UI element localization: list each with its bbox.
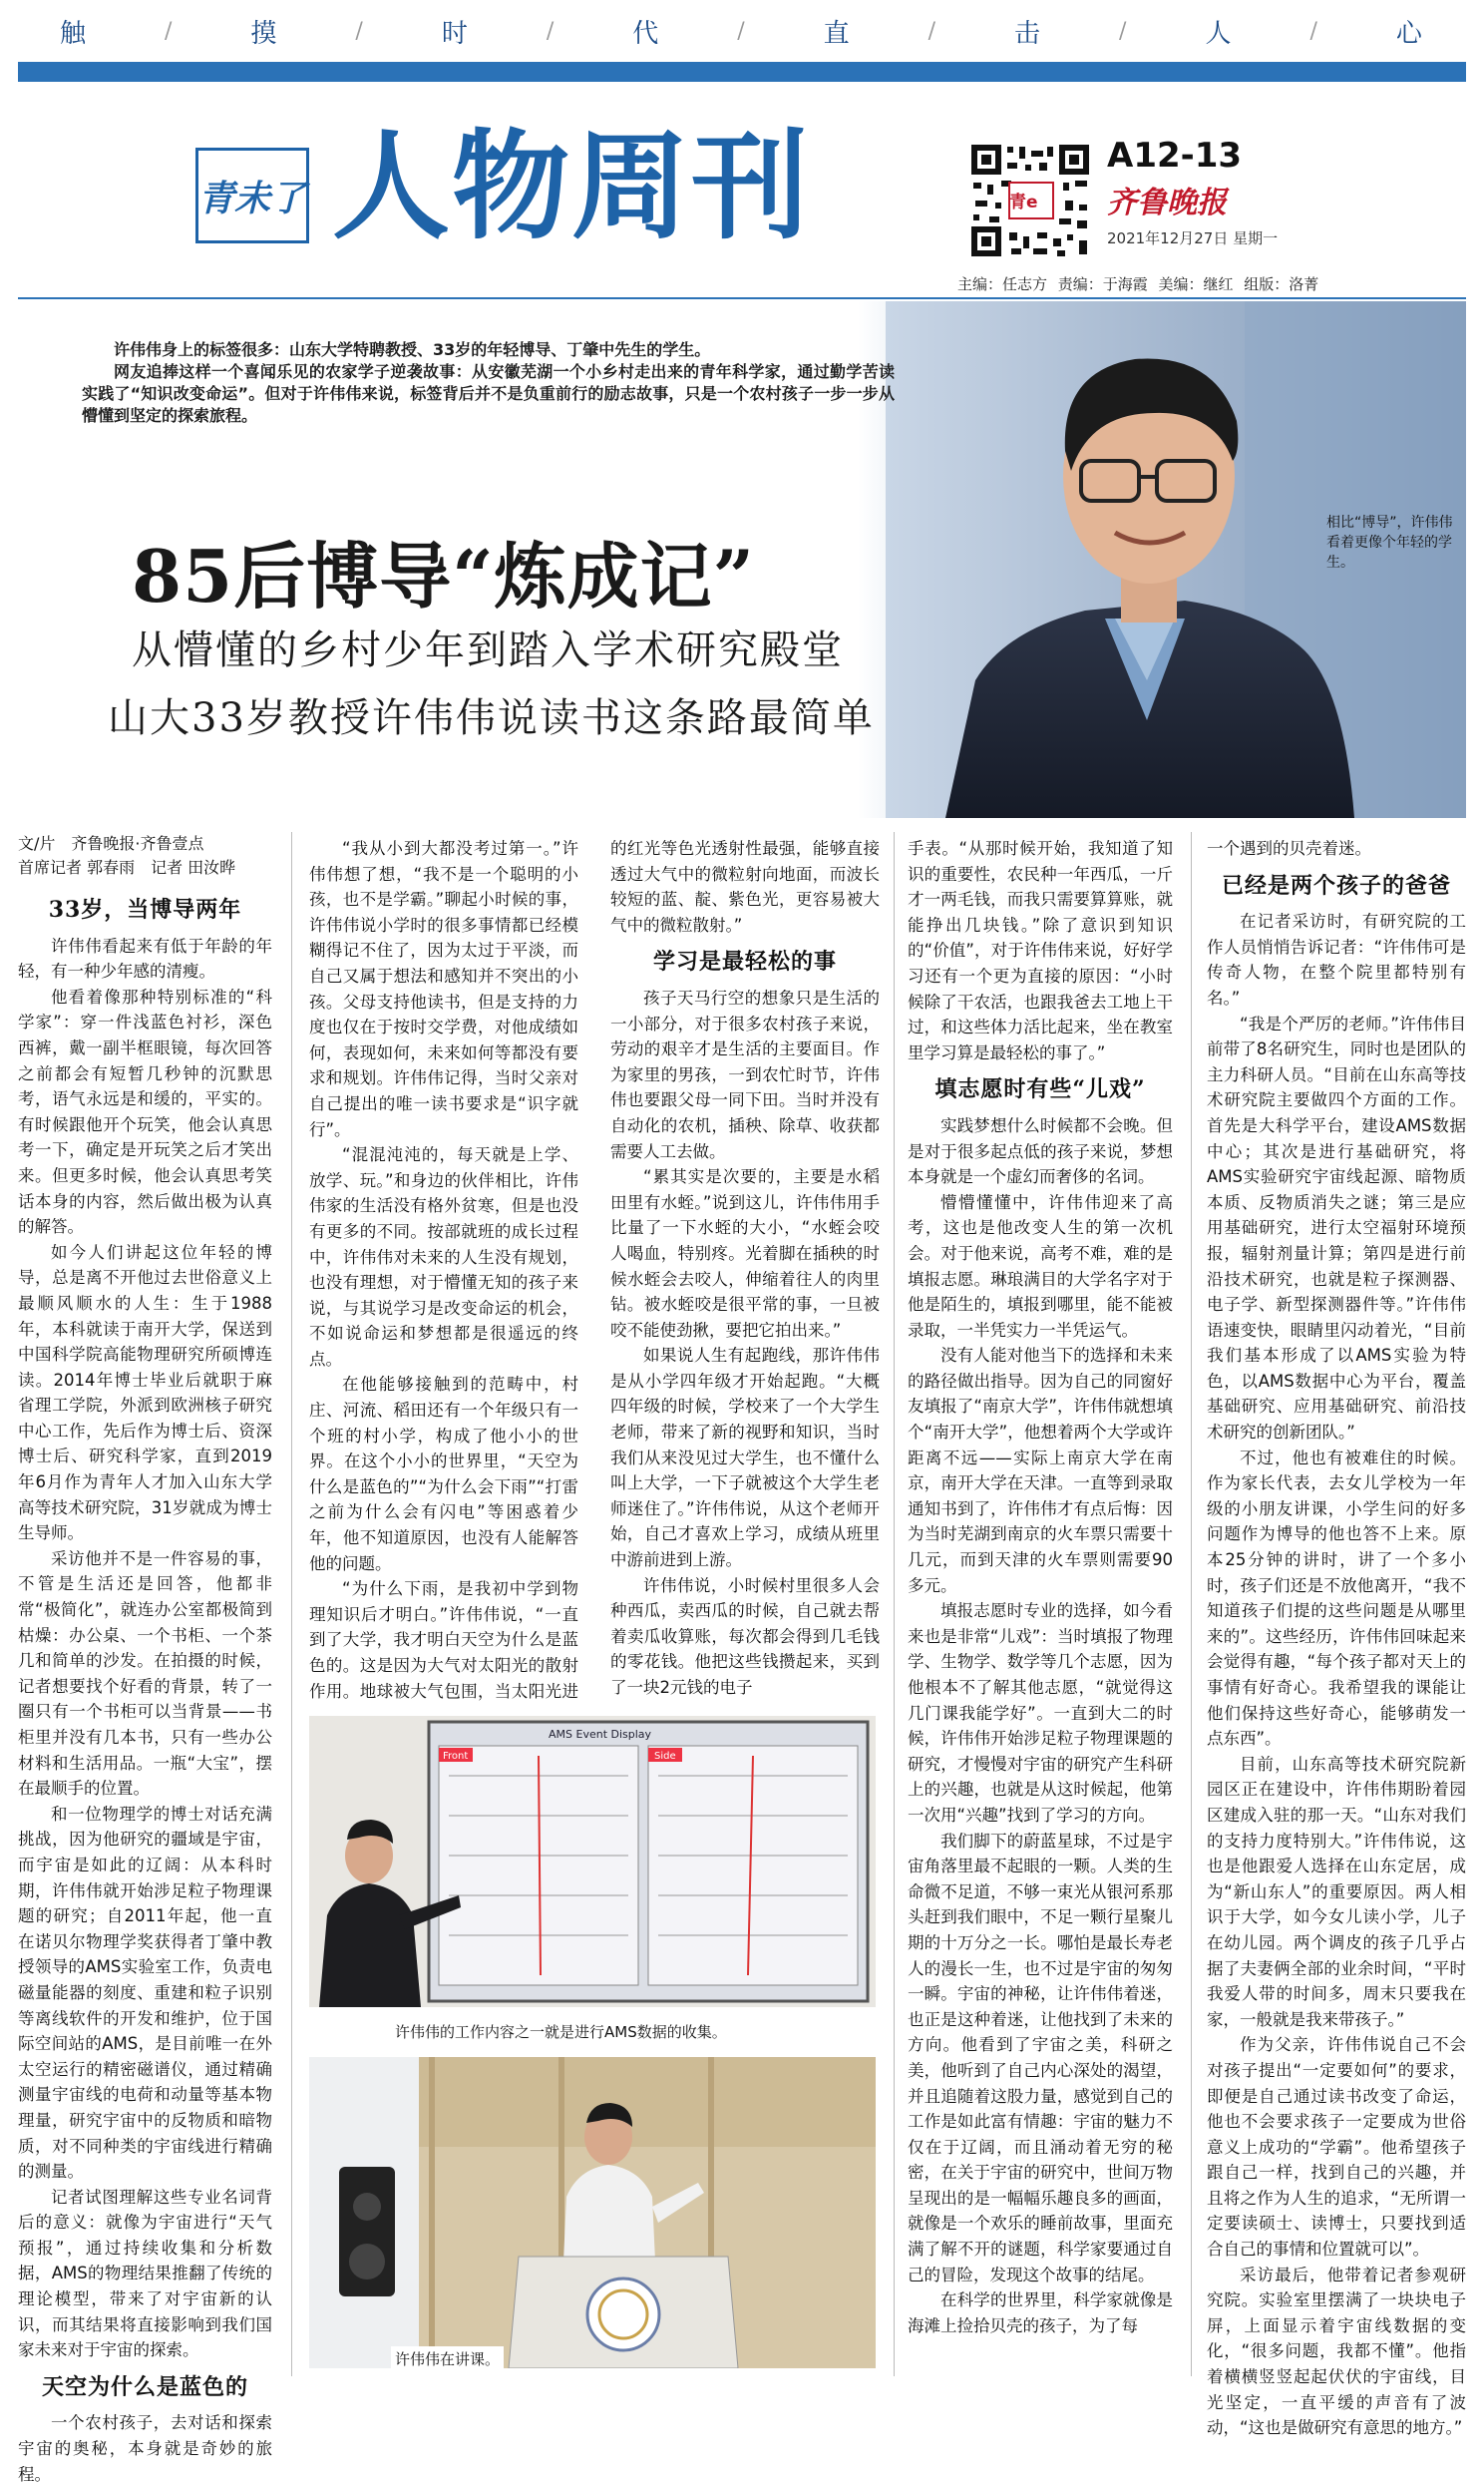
column-divider: [291, 832, 292, 2376]
article-column-5: [1207, 836, 1466, 2441]
paragraph: “我从小到大都没考过第一。”许伟伟想了想，“我不是一个聪明的小孩，也不是学霸。”聊起小时候的事，许伟伟说小学时的很多事情都已经模糊得记不住了，因为太过于平淡，而自己又属于想法和感知并不突出的小孩。父母支持他读书，但是支持的力度也仅在于按时交学费，对他成绩如何，表现如何，未来如何等都没有要求和规划。许伟伟记得，当时父亲对自己提出的唯一读书要求是“识字就行”。: [309, 839, 578, 1139]
byline: [18, 832, 272, 880]
paragraph: 孩子天马行空的想象只是生活的一小部分，对于很多农村孩子来说，劳动的艰辛才是生活的主要面目。作为家里的男孩，一到农忙时节，许伟伟也要跟父母一同下田。当时并没有自动化的农机，插秧、除草、收获都需要人工去做。: [610, 988, 880, 1161]
paragraph: “我是个严厉的老师。”许伟伟目前带了8名研究生，同时也是团队的主力科研人员。“目前在山东高等技术研究院主要做四个方面的工作。首先是大科学平台，建设AMS数据中心；其次是进行基础研究，将AMS实验研究宇宙线起源、暗物质本质、反物质消失之谜；第三是应用基础研究，进行太空福射环境预报，辐射剂量计算；第四是进行前沿技术研究，也就是粒子探测器、电子学、新型探测器件等。”许伟伟语速变快，眼睛里闪动着光，“目前我们基本形成了以AMS实验为特色，以AMS数据中心为平台，覆盖基础研究、应用基础研究、前沿技术研究的创新团队。”: [1207, 1014, 1466, 1443]
slogan-char: 心: [1395, 18, 1424, 49]
panel-front-label: Front: [443, 1751, 469, 1762]
paragraph: 他看着像那种特别标准的“科学家”：穿一件浅蓝色衬衫，深色西裤，戴一副半框眼镜，每次回答之前都会有短暂几秒钟的沉默思考，语气永远是和缓的，平实的。有时候跟他开个玩笑，他会认真思考一下，确定是开玩笑之后才笑出来。但更多时候，他会认真思考笑话本身的内容，然后做出极为认真的解答。: [18, 987, 272, 1237]
article-intro: [82, 339, 895, 427]
slogan-char: 直: [823, 18, 852, 49]
slogan-separator: /: [928, 18, 938, 44]
paragraph: “累其实是次要的，主要是水稻田里有水蛭。”说到这儿，许伟伟用手比量了一下水蛭的大小，“水蛭会咬人喝血，特别疼。光着脚在插秧的时候水蛭会去咬人，伸缩着往人的肉里钻。被水蛭咬是很平常的事，一旦被咬不能使劲揪，要把它拍出来。”: [610, 1167, 880, 1340]
newspaper-name: 齐鲁晚报: [1107, 186, 1227, 220]
paragraph: 手表。“从那时候开始，我知道了知识的重要性，农民种一年西瓜，一斤才一两毛钱，而我只需要算算账，就能挣出几块钱。”除了意识到知识的“价值”，对于许伟伟来说，好好学习还有一个更为直接的原因：“小时候除了干农活，也跟我爸去工地上干过，和这些体力活比起来，坐在教室里学习算是最轻松的事了。”: [908, 839, 1173, 1062]
top-color-bar: [18, 62, 1466, 82]
paragraph: 在科学的世界里，科学家就像是海滩上捡拾贝壳的孩子，为了每: [908, 2290, 1173, 2335]
panel-side-label: Side: [654, 1751, 676, 1762]
paragraph: 如果说人生有起跑线，那许伟伟是从小学四年级才开始起跑。“大概四年级的时候，学校来了一个大学生老师，带来了新的视野和知识，当时我们从来没见过大学生，也不懂什么叫上大学，一下子就被这个大学生老师迷住了。”许伟伟说，从这个老师开始，自己才喜欢上学习，成绩从班里中游前进到上游。: [610, 1346, 880, 1570]
photo-ams-data: [309, 1716, 876, 2007]
article-column-3: [610, 836, 880, 1701]
editor-credits: 主编：任志方 责编：于海霞 美编：继红 组版：洛菁: [957, 275, 1319, 293]
section-heading: 学习是最轻松的事: [652, 949, 837, 976]
article-column-4: [908, 836, 1173, 2338]
paragraph: 填报志愿时专业的选择，如今看来也是非常“儿戏”：当时填报了物理学、生物学、数学等几个志愿，因为他根本不了解其他志愿，“就觉得这几门课我能学好”。一直到大二的时候，许伟伟开始涉足粒子物理课题的研究，才慢慢对宇宙的研究产生科研上的兴趣，也就是从这时候起，他第一次用“兴趣”找到了学习的方向。: [908, 1601, 1173, 1825]
paragraph: 不过，他也有被难住的时候。作为家长代表，去女儿学校为一年级的小朋友讲课，小学生问的好多问题作为博导的他也答不上来。原本25分钟的讲时，讲了一个多小时，孩子们还是不放他离开，“我不知道孩子们提的这些问题是从哪里来的”。这些经历，许伟伟回味起来会觉得有趣，“每个孩子都对天上的事情有好奇心。我希望我的课能让他们保持这些好奇心，能够萌发一点东西”。: [1207, 1448, 1466, 1749]
article-subtitle: 山大33岁教授许伟伟说读书这条路最简单: [108, 695, 875, 741]
slogan-char: 时: [441, 18, 470, 49]
page-number: A12-13: [1107, 136, 1243, 176]
screen-title: AMS Event Display: [549, 1728, 652, 1741]
photo-caption: 许伟伟的工作内容之一就是进行AMS数据的收集。: [391, 2019, 731, 2044]
slogan-char: 击: [1014, 18, 1043, 49]
paragraph: 记者试图理解这些专业名词背后的意义：就像为宇宙进行“天气预报”，通过持续收集和分析数据，AMS的物理结果推翻了传统的理论模型，带来了对宇宙新的认识，而其结果将直接影响到我们国家未来对于宇宙的探索。: [18, 2187, 272, 2360]
byline-line: 首席记者 郭春雨 记者 田汝晔: [18, 858, 236, 877]
masthead-title: 人物周刊: [332, 118, 812, 255]
paragraph: “混混沌沌的，每天就是上学、放学、玩。”和身边的伙伴相比，许伟伟家的生活没有格外贫寒，但是也没有更多的不同。按部就班的成长过程中，许伟伟对未来的人生没有规划，也没有理想，对于懵懂无知的孩子来说，与其说学习是改变命运的机会，不如说命运和梦想都是很遥远的终点。: [309, 1145, 578, 1369]
paragraph: 如今人们讲起这位年轻的博导，总是离不开他过去世俗意义上最顺风顺水的人生：生于1988年，本科就读于南开大学，保送到中国科学院高能物理研究所硕博连读。2014年博士毕业后就职于麻省理工学院，外派到欧洲核子研究中心工作，先后作为博士后、资深博士后、研究科学家，直到2019年6月作为青年人才加入山东大学高等技术研究院，31岁就成为博士生导师。: [18, 1242, 272, 1543]
section-heading: 天空为什么是蓝色的: [41, 2373, 248, 2400]
paragraph: 没有人能对他当下的选择和未来的路径做出指导。因为自己的同窗好友填报了“南京大学”，许伟伟就想填个“南开大学”，他想着两个大学或许距离不远——实际上南京大学在南京，南开大学在天津。一直等到录取通知书到了，许伟伟才有点后悔：因为当时芜湖到南京的火车票只需要十几元，而到天津的火车票则需要90多元。: [908, 1346, 1173, 1595]
paragraph: 目前，山东高等技术研究院新园区正在建设中，许伟伟期盼着园区建成入驻的那一天。“山东对我们的支持力度特别大。”许伟伟说，这也是他跟爱人选择在山东定居，成为“新山东人”的重要原因。两人相识于大学，如今女儿读小学，儿子在幼儿园。两个调皮的孩子几乎占据了夫妻俩全部的业余时间，“平时我爱人带的时间多，周末只要我在家，一般就是我来带孩子。”: [1207, 1754, 1466, 2029]
article-column-1: [18, 886, 272, 2487]
slogan-char: 触: [60, 18, 89, 49]
photo-lecture: [309, 2057, 876, 2368]
qr-label: 青e: [1009, 193, 1038, 212]
paragraph: 许伟伟看起来有低于年龄的年轻，有一种少年感的清瘦。: [18, 936, 272, 982]
paragraph: 实践梦想什么时候都不会晚。但是对于很多起点低的孩子来说，梦想本身就是一个虚幻而奢侈的名词。: [908, 1115, 1173, 1187]
paragraph: 作为父亲，许伟伟说自己不会对孩子提出“一定要如何”的要求，即便是自己通过读书改变了命运，他也不会要求孩子一定要成为世俗意义上成功的“学霸”。他希望孩子跟自己一样，找到自己的兴趣，并且将之作为人生的追求，“无所谓一定要读硕士、读博士，只要找到适合自己的事情和位置就可以”。: [1207, 2035, 1466, 2260]
paragraph: 一个遇到的贝壳着迷。: [1207, 839, 1371, 858]
paragraph: 的红光等色光透射性最强，能够直接透过大气中的微粒射向地面，而波长较短的蓝、靛、紫色光，更容易被大气中的微粒散射。”: [610, 839, 880, 935]
paragraph: 一个农村孩子，去对话和探索宇宙的奥秘，本身就是奇妙的旅程。: [18, 2413, 272, 2484]
paragraph: 在记者采访时，有研究院的工作人员悄悄告诉记者：“许伟伟可是传奇人物，在整个院里都特别有名。”: [1207, 912, 1466, 1008]
slogan-separator: /: [165, 18, 175, 44]
slogan-separator: /: [355, 18, 365, 44]
intro-paragraph: 网友追捧这样一个喜闻乐见的农家学子逆袭故事：从安徽芜湖一个小乡村走出来的青年科学家，通过勤学苦读实践了“知识改变命运”。但对于许伟伟来说，标签背后并不是负重前行的励志故事，只是一个农村孩子一步一步从懵懂到坚定的探索旅程。: [82, 362, 895, 425]
section-heading: 33岁，当博导两年: [48, 897, 242, 923]
slogan-separator: /: [546, 18, 556, 44]
paragraph: 采访他并不是一件容易的事，不管是生活还是回答，他都非常“极简化”，就连办公室都极简到枯燥：办公桌、一个书柜、一个茶几和简单的沙发。在拍摄的时候，记者想要找个好看的背景，转了一圈只有一个书柜可以当背景——书柜里并没有几本书，只有一些办公材料和生活用品。一瓶“大宝”，摆在最顺手的位置。: [18, 1548, 272, 1799]
paragraph: 采访最后，他带着记者参观研究院。实验室里摆满了一块块电子屏，上面显示着宇宙线数据的变化，“很多问题，我都不懂”。他指着横横竖竖起起伏伏的宇宙线，目光坚定，一直平缓的声音有了波动，“这也是做研究有意思的地方。”: [1207, 2265, 1466, 2438]
paragraph: 我们脚下的蔚蓝星球，不过是宇宙角落里最不起眼的一颗。人类的生命微不足道，不够一束光从银河系那头赶到我们眼中，不足一颗行星聚儿期的十万分之一长。哪怕是最长寿老人的漫长一生，也不过是宇宙的匆匆一瞬。宇宙的神秘，让许伟伟着迷，也正是这种着迷，让他找到了未来的方向。他看到了宇宙之美，科研之美，他听到了自己内心深处的渴望，并且追随着这股力量，感觉到自己的工作是如此富有情趣：宇宙的魅力不仅在于辽阔，而且涌动着无穷的秘密，在关于宇宙的研究中，世间万物呈现出的是一幅幅乐趣良多的画面，就像是一个欢乐的睡前故事，里面充满了解不开的谜题，科学家要通过自己的冒险，发现这个故事的结尾。: [908, 1831, 1173, 2284]
issue-date: 2021年12月27日 星期一: [1107, 229, 1279, 247]
slogan-char: 人: [1205, 18, 1234, 49]
byline-line: 文/片 齐鲁晚报·齐鲁壹点: [18, 834, 204, 853]
paragraph: 在他能够接触到的范畴中，村庄、河流、稻田还有一个年级只有一个班的村小学，构成了他小小的世界。在这个小小的世界里，“天空为什么是蓝色的”“为什么会下雨”“打雷之前为什么会有闪电”等困惑着少年，他不知道原因，也没有人能解答他的问题。: [309, 1375, 578, 1573]
slogan-separator: /: [1119, 18, 1129, 44]
article-subtitle: 从懵懂的乡村少年到踏入学术研究殿堂: [132, 627, 844, 673]
article-column-2: [309, 836, 578, 1755]
brand-logo: [195, 148, 309, 243]
portrait-caption: 相比“博导”，许伟伟看着更像个年轻的学生。: [1326, 515, 1453, 571]
article-headline: 85后博导“炼成记”: [132, 534, 756, 619]
paragraph: 和一位物理学的博士对话充满挑战，因为他研究的疆域是宇宙，而宇宙是如此的辽阔：从本科时期，许伟伟就开始涉足粒子物理课题的研究；自2011年起，他一直在诺贝尔物理学奖获得者丁肇中教授领导的AMS实验室工作，负责电磁量能器的刻度、重建和粒子识别等离线软件的开发和维护，位于国际空间站的AMS，是目前唯一在外太空运行的精密磁谱仪，通过精确测量宇宙线的电荷和动量等基本物理量，研究宇宙中的反物质和暗物质，对不同种类的宇宙线进行精确的测量。: [18, 1804, 272, 2182]
column-divider: [1191, 832, 1192, 2376]
column-divider: [894, 832, 895, 2376]
paragraph: “为什么下雨，是我初中学到物理知识后才明白。”许伟伟说，“一直到了大学，我才明白天空为什么是蓝色的。这是因为大气对太阳光的散射作用。地球被大气包围，当太阳光进: [309, 1579, 578, 1701]
slogan-char: 代: [632, 18, 661, 49]
brand-logo-text: 青未了: [198, 177, 307, 219]
paragraph: 懵懵懂懂中，许伟伟迎来了高考，这也是他改变人生的第一次机会。对于他来说，高考不难，难的是填报志愿。琳琅满目的大学名字对于他是陌生的，填报到哪里，能不能被录取，一半凭实力一半凭运气。: [908, 1192, 1173, 1340]
section-heading: 填志愿时有些“儿戏”: [934, 1076, 1146, 1103]
slogan-bar: [0, 0, 1484, 62]
slogan-separator: /: [1309, 18, 1319, 44]
slogan-separator: /: [737, 18, 747, 44]
photo-caption: 许伟伟在讲课。: [391, 2346, 504, 2371]
section-heading: 已经是两个孩子的爸爸: [1221, 872, 1451, 899]
slogan-char: 摸: [250, 18, 279, 49]
paragraph: 许伟伟说，小时候村里很多人会种西瓜，卖西瓜的时候，自己就去帮着卖瓜收算账，每次都会得到几毛钱的零花钱。他把这些钱攒起来，买到了一块2元钱的电子: [610, 1575, 880, 1697]
masthead-divider: [18, 297, 1466, 299]
intro-paragraph: 许伟伟身上的标签很多：山东大学特聘教授、33岁的年轻博导、丁肇中先生的学生。: [114, 340, 711, 359]
